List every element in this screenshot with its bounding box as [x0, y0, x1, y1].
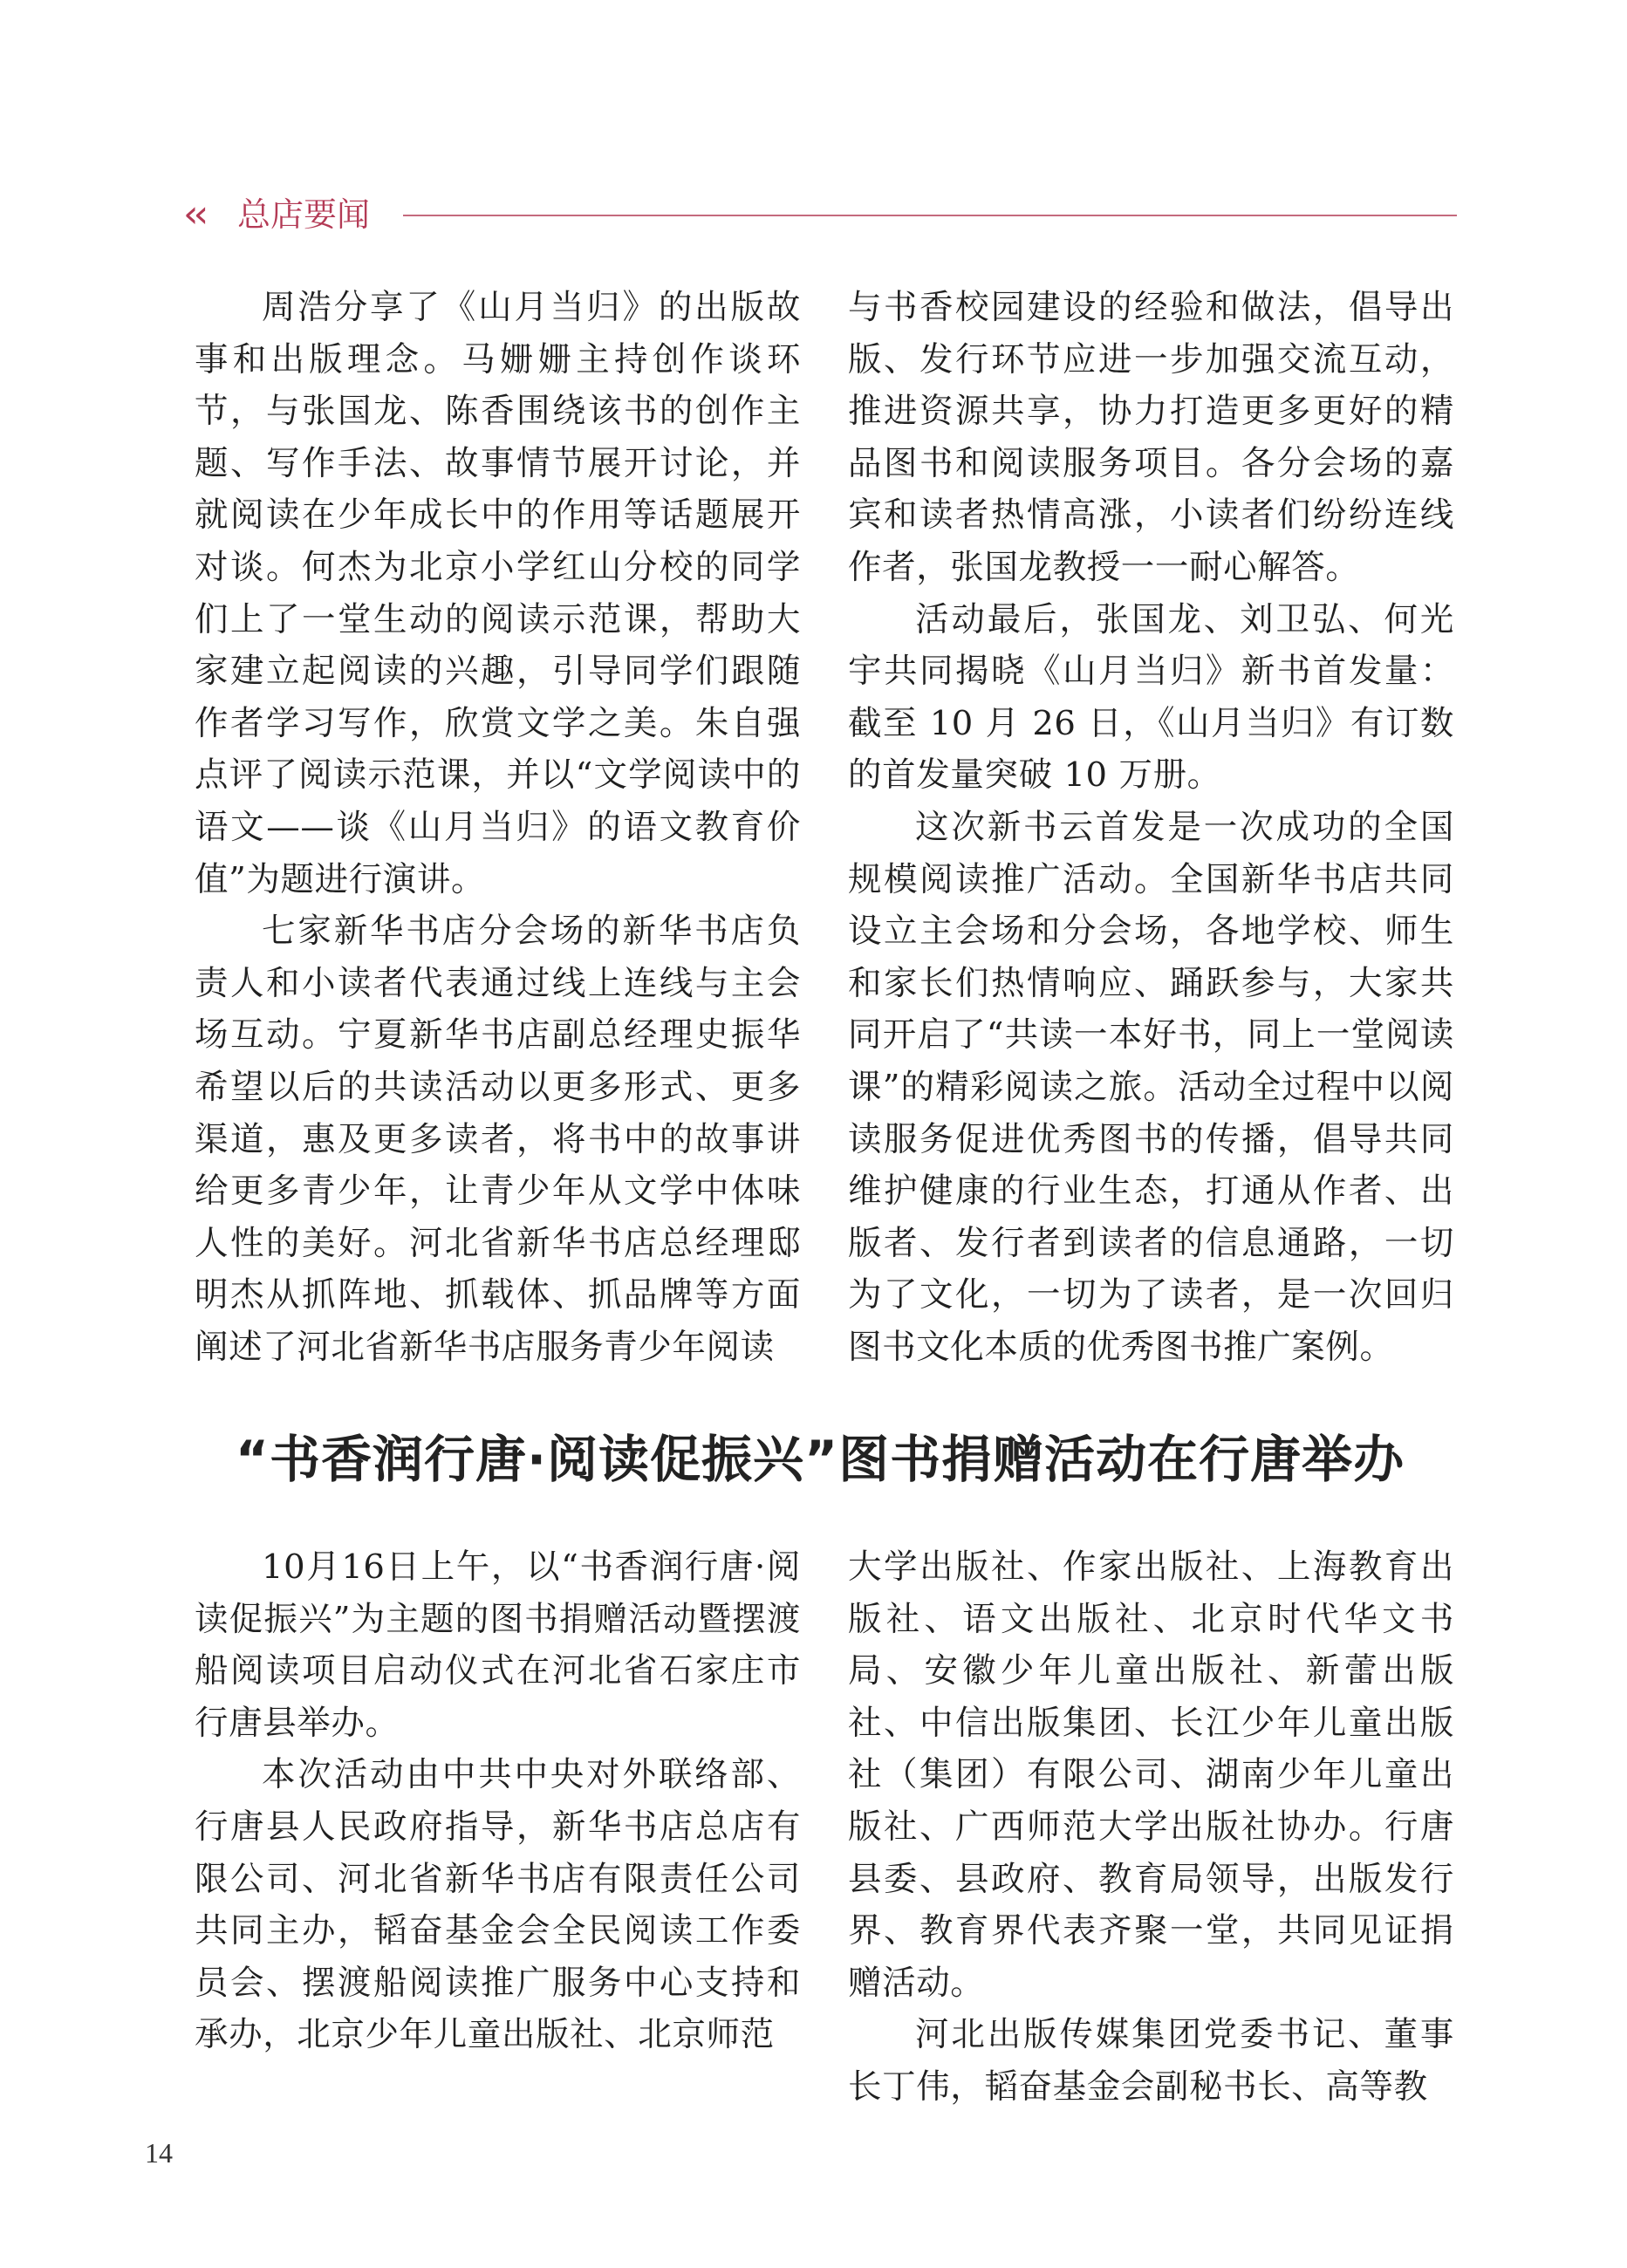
paragraph: 与书香校园建设的经验和做法，倡导出版、发行环节应进一步加强交流互动，推进资源共享，协力打造更多更好的精品图书和阅读服务项目。各分会场的嘉宾和读者热情高涨，小读者们纷纷连线作者，张国龙教授一一耐心解答。	[848, 288, 1454, 587]
article2-column-left	[195, 1541, 801, 2061]
paragraph: 大学出版社、作家出版社、上海教育出版社、语文出版社、北京时代华文书局、安徽少年儿童出版社、新蕾出版社、中信出版集团、长江少年儿童出版社（集团）有限公司、湖南少年儿童出版社、广西师范大学出版社协办。行唐县委、县政府、教育局领导，出版发行界、教育界代表齐聚一堂，共同见证捐赠活动。	[848, 1547, 1454, 2003]
article1-column-right	[848, 282, 1454, 1373]
page-number: 14	[145, 2137, 173, 2169]
paragraph: 10月16日上午，以“书香润行唐·阅读促振兴”为主题的图书捐赠活动暨摆渡船阅读项目启动仪式在河北省石家庄市行唐县举办。	[195, 1547, 801, 1743]
paragraph: 这次新书云首发是一次成功的全国规模阅读推广活动。全国新华书店共同设立主会场和分会场，各地学校、师生和家长们热情响应、踊跃参与，大家共同开启了“共读一本好书，同上一堂阅读课”的精彩阅读之旅。活动全过程中以阅读服务促进优秀图书的传播，倡导共同维护健康的行业生态，打通从作者、出版者、发行者到读者的信息通路，一切为了文化，一切为了读者，是一次回归图书文化本质的优秀图书推广案例。	[848, 807, 1454, 1367]
double-chevron-left-icon: ‹‹	[183, 192, 204, 236]
paragraph: 周浩分享了《山月当归》的出版故事和出版理念。马姗姗主持创作谈环节，与张国龙、陈香围绕该书的创作主题、写作手法、故事情节展开讨论，并就阅读在少年成长中的作用等话题展开对谈。何杰为北京小学红山分校的同学们上了一堂生动的阅读示范课，帮助大家建立起阅读的兴趣，引导同学们跟随作者学习写作，欣赏文学之美。朱自强点评了阅读示范课，并以“文学阅读中的语文——谈《山月当归》的语文教育价值”为题进行演讲。	[195, 288, 801, 899]
paragraph: 活动最后，张国龙、刘卫弘、何光宇共同揭晓《山月当归》新书首发量：截至 10 月 26 日，《山月当归》有订数的首发量突破 10 万册。	[848, 599, 1454, 796]
article2-column-right	[848, 1541, 1454, 2114]
paragraph: 七家新华书店分会场的新华书店负责人和小读者代表通过线上连线与主会场互动。宁夏新华书店副总经理史振华希望以后的共读活动以更多形式、更多渠道，惠及更多读者，将书中的故事讲给更多青少年，让青少年从文学中体味人性的美好。河北省新华书店总经理邸明杰从抓阵地、抓载体、抓品牌等方面阐述了河北省新华书店服务青少年阅读	[195, 912, 801, 1367]
paragraph: 本次活动由中共中央对外联络部、行唐县人民政府指导，新华书店总店有限公司、河北省新华书店有限责任公司共同主办，韬奋基金会全民阅读工作委员会、摆渡船阅读推广服务中心支持和承办，北京少年儿童出版社、北京师范	[195, 1755, 801, 2055]
section-header	[183, 190, 1457, 239]
article-headline: “书香润行唐·阅读促振兴”图书捐赠活动在行唐举办	[235, 1430, 1405, 1489]
paragraph: 河北出版传媒集团党委书记、董事长丁伟，韬奋基金会副秘书长、高等教	[848, 2015, 1454, 2107]
header-rule	[403, 215, 1457, 216]
article1-column-left	[195, 282, 801, 1373]
section-title: 总店要闻	[237, 195, 371, 234]
